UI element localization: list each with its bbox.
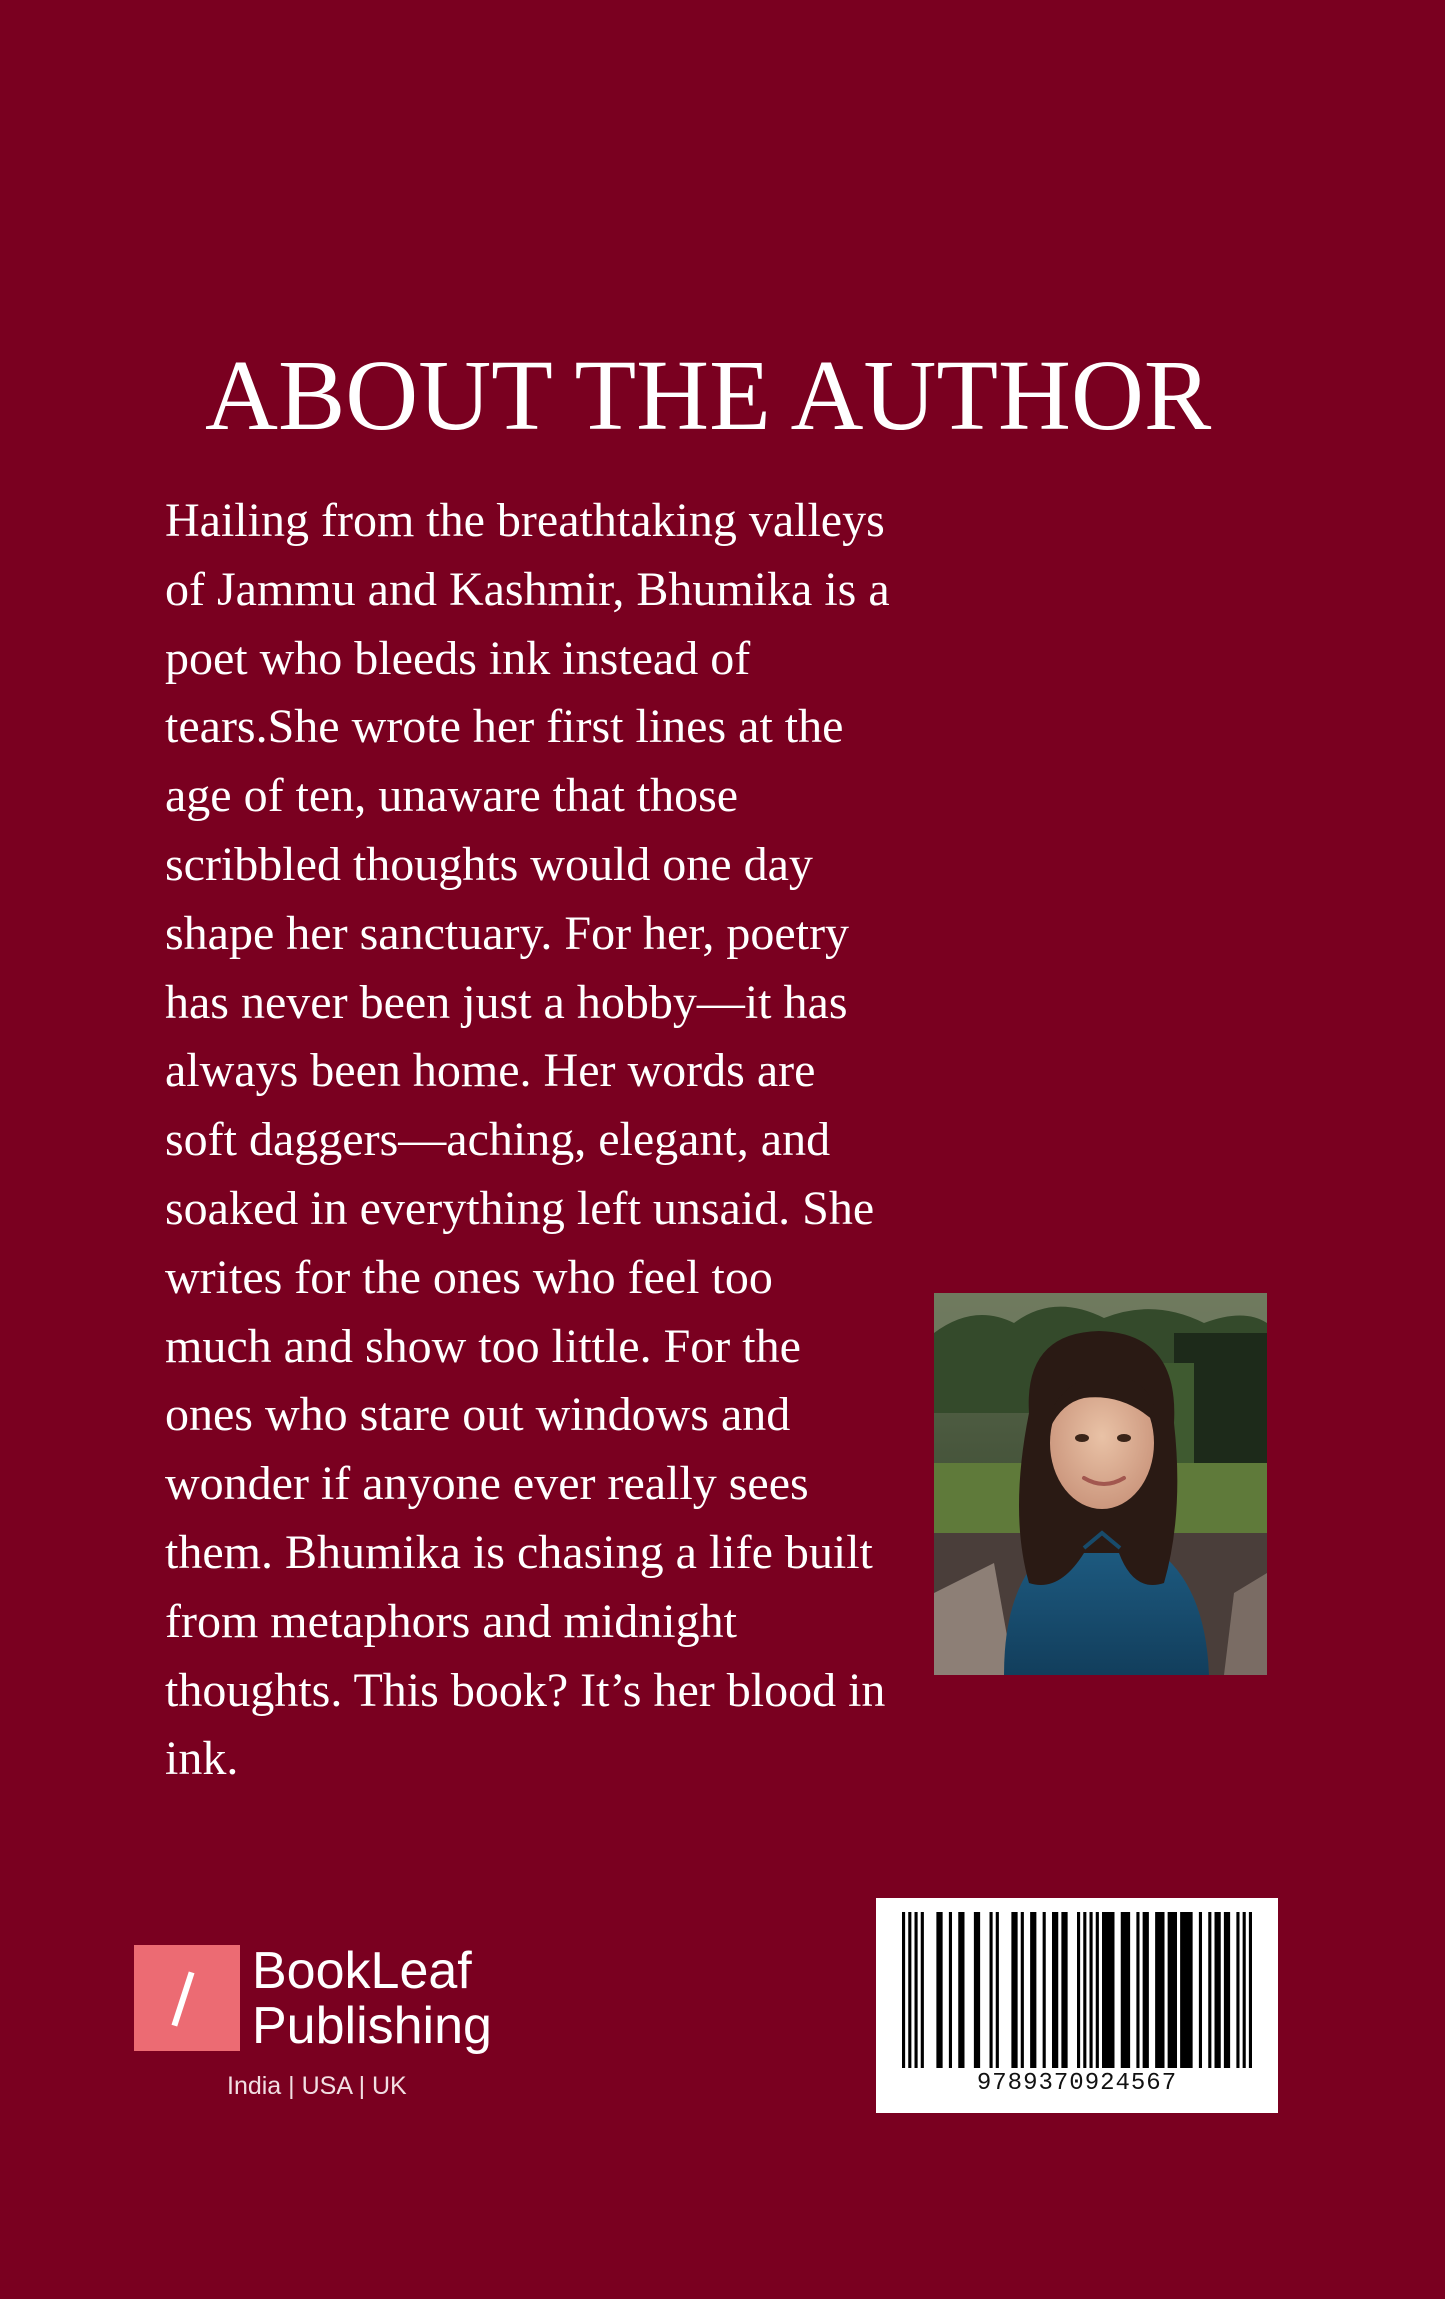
barcode-bar [1030, 1912, 1036, 2068]
barcode-bar [1208, 1912, 1211, 2068]
barcode-bar [1136, 1912, 1139, 2068]
barcode-bar [915, 1912, 918, 2068]
barcode-bar [1090, 1912, 1093, 2068]
barcode-bar [1215, 1912, 1221, 2068]
barcode-bar [1199, 1912, 1202, 2068]
barcode-bar [1236, 1912, 1239, 2068]
barcode-bar [1052, 1912, 1058, 2068]
barcode-bar [1102, 1912, 1115, 2068]
barcode-bar [949, 1912, 952, 2068]
barcode-bar [1249, 1912, 1252, 2068]
barcode-bar [990, 1912, 993, 2068]
slash-logo-icon [134, 1945, 240, 2051]
barcode-bar [1155, 1912, 1164, 2068]
barcode-bar [1143, 1912, 1149, 2068]
barcode-bar [1224, 1912, 1230, 2068]
barcode-bar [1243, 1912, 1246, 2068]
publisher-name-line2: Publishing [252, 1997, 492, 2055]
author-photo [934, 1293, 1267, 1675]
barcode-bar [921, 1912, 924, 2068]
barcode-bar [1061, 1912, 1067, 2068]
barcode-bar [958, 1912, 964, 2068]
publisher-name-line1: BookLeaf [252, 1942, 472, 2000]
barcode-bar [996, 1912, 999, 2068]
barcode-bar [1168, 1912, 1177, 2068]
barcode-bars [902, 1912, 1252, 2068]
barcode-bar [1180, 1912, 1193, 2068]
barcode-bar [1043, 1912, 1046, 2068]
isbn-barcode [876, 1898, 1278, 2113]
barcode-bar [1096, 1912, 1099, 2068]
barcode-bar [1121, 1912, 1130, 2068]
barcode-bar [1011, 1912, 1017, 2068]
barcode-bar [1021, 1912, 1024, 2068]
about-author-heading: ABOUT THE AUTHOR [205, 339, 1212, 451]
publisher-logo [134, 1942, 554, 2125]
publisher-tagline: India | USA | UK [227, 2072, 407, 2100]
barcode-bar [902, 1912, 905, 2068]
barcode-bar [1083, 1912, 1086, 2068]
barcode-bar [908, 1912, 911, 2068]
barcode-bar [974, 1912, 980, 2068]
isbn-number: 9789370924567 [976, 2070, 1178, 2097]
author-bio-text: Hailing from the breathtaking valleys of Jammu and Kashmir, Bhumika is a poet who bleeds ink instead of tears.She wrote her first lines at the age of ten, unaware that those scribbled thoughts would one day shape her sanctuary. For her, poetry has never been just a hobby—it has always been home. Her words are soft daggers—aching, elegant, and soaked in everything left unsaid. She writes for the ones who feel too much and show too little. For the ones who stare out windows and wonder if anyone ever really sees them. Bhumika is chasing a life built from metaphors and midnight thoughts. This book? It’s her blood in ink. [165, 494, 890, 1786]
barcode-bar [1077, 1912, 1080, 2068]
barcode-bar [936, 1912, 942, 2068]
